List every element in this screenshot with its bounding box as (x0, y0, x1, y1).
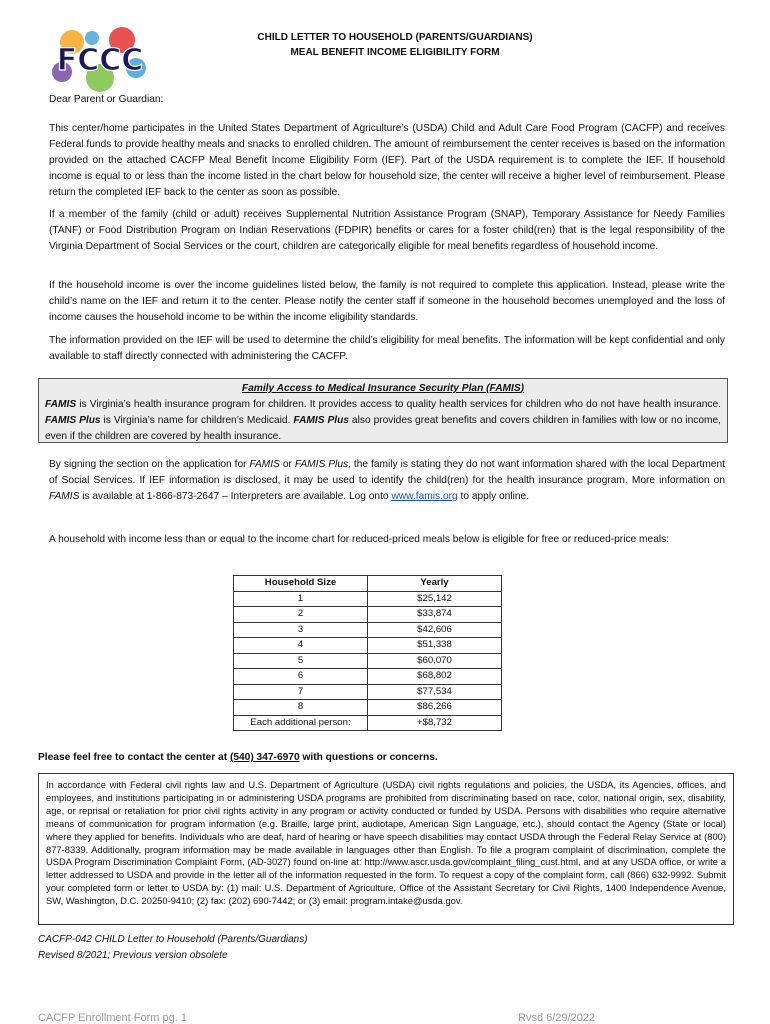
table-row (234, 684, 502, 700)
paragraph-confidential: The information provided on the IEF will be used to determine the child’s eligibility for meal benefits. The information will be kept confidential and only available to staff directly connected with administering the CACFP. (49, 335, 725, 362)
household-size-cell: 4 (234, 638, 368, 654)
paragraph-famis-signing: By signing the section on the application for FAMIS or FAMIS Plus, the family is stating they do not want information shared with the local Department of Social Services. If IEF information is disclosed, it may be used to identify the child(ren) for the health insurance program. More information on FAMIS is available at 1-866-873-2647 – Interpreters are available. Log onto www.famis.org to apply online. (49, 459, 725, 502)
fccc-logo (52, 24, 148, 94)
page-label: CACFP Enrollment Form pg. 1 (38, 1012, 187, 1024)
household-size-cell: Each additional person: (234, 715, 368, 731)
paragraph-income-over: If the household income is over the income guidelines listed below, the family is not required to complete this application. Instead, please write the child’s name on the IEF and return it to the center. Please notify the center staff if someone in the household becomes unemployed and the loss of income causes the household income to be within the income eligibility standards. (49, 280, 725, 323)
paragraph-categorical-eligibility: If a member of the family (child or adult) receives Supplemental Nutrition Assistance Program (SNAP), Temporary Assistance for Needy Families (TANF) or Food Distribution Program on Indian Reservations (FDPIR) benefits or cares for a foster child(ren) that is the legal responsibility of the Virginia Department of Social Services or the court, children are categorically eligible for meal benefits regardless of household income. (49, 209, 725, 252)
famis-info-box (38, 378, 728, 443)
table-row (234, 700, 502, 716)
yearly-income-cell: $33,874 (368, 607, 502, 623)
household-size-cell: 7 (234, 684, 368, 700)
paragraph-income-chart-intro: A household with income less than or equal to the income chart for reduced-priced meals below is eligible for free or reduced-price meals: (49, 534, 670, 545)
yearly-income-cell: $51,338 (368, 638, 502, 654)
table-row (234, 669, 502, 685)
yearly-income-cell: $60,070 (368, 653, 502, 669)
income-eligibility-table (233, 575, 502, 731)
revised-date: Rvsd 6/29/2022 (518, 1012, 596, 1024)
household-size-cell: 2 (234, 607, 368, 623)
yearly-income-cell: $86,266 (368, 700, 502, 716)
household-size-cell: 1 (234, 591, 368, 607)
household-size-cell: 8 (234, 700, 368, 716)
household-size-cell: 5 (234, 653, 368, 669)
title-line-1: CHILD LETTER TO HOUSEHOLD (PARENTS/GUARDIANS) (257, 32, 533, 43)
yearly-income-cell: $77,534 (368, 684, 502, 700)
column-header-household-size: Household Size (234, 576, 368, 592)
table-row (234, 591, 502, 607)
yearly-income-cell: $42,606 (368, 622, 502, 638)
famis-link[interactable]: www.famis.org (391, 491, 458, 502)
paragraph-cacfp: This center/home participates in the United States Department of Agriculture’s (USDA) Child and Adult Care Food Program (CACFP) and receives Federal funds to provide healthy meals and snacks to enrolled children. The amount of reimbursement the center receives is based on the information provided on the attached CACFP Meal Benefit Income Eligibility Form (IEF). Part of the USDA requirement is to complete the IEF. If household income is equal to or less than the income listed in the chart below for household size, the center will receive a higher level of reimbursement. Please return the completed IEF back to the center as soon as possible. (49, 123, 725, 198)
title-line-2: MEAL BENEFIT INCOME ELIGIBILITY FORM (290, 47, 500, 58)
household-size-cell: 6 (234, 669, 368, 685)
famis-heading: Family Access to Medical Insurance Security Plan (FAMIS) (241, 383, 525, 394)
revision-note: Revised 8/2021; Previous version obsolete (38, 950, 228, 961)
table-row (234, 653, 502, 669)
table-row (234, 638, 502, 654)
form-id: CACFP-042 CHILD Letter to Household (Parents/Guardians) (38, 934, 308, 945)
form-id-footer (38, 932, 308, 964)
greeting: Dear Parent or Guardian: (49, 94, 164, 105)
document-title (180, 30, 610, 60)
center-phone: (540) 347-6970 (229, 752, 300, 763)
column-header-yearly: Yearly (368, 576, 502, 592)
table-row (234, 715, 502, 731)
household-size-cell: 3 (234, 622, 368, 638)
famis-body: FAMIS is Virginia’s health insurance program for children. It provides access to quality health services for children who do not have health insurance. FAMIS Plus is Virginia’s name for children’s Medicaid. FAMIS Plus also provides great benefits and covers children in families with low or no income, even if the children are covered by health insurance. (45, 399, 721, 442)
yearly-income-cell: +$8,732 (368, 715, 502, 731)
civil-rights-statement: In accordance with Federal civil rights law and U.S. Department of Agriculture (USDA) civil rights regulations and policies, the USDA, its Agencies, offices, and employees, and institutions participating in or administering USDA programs are prohibited from discriminating based on race, color, national origin, sex, disability, age, or reprisal or retaliation for prior civil rights activity in any program or activity conducted or funded by USDA. Persons with disabilities who require alternative means of communication for program information (e.g. Braille, large print, audiotape, American Sign Language, etc.), should contact the Agency (State or local) where they applied for benefits. Individuals who are deaf, hard of hearing or have speech disabilities may contact USDA through the Federal Relay Service at (800) 877-8339. Additionally, program information may be made available in languages other than English. To file a program complaint of discrimination, complete the USDA Program Discrimination Complaint Form, (AD-3027) found on-line at: http://www.ascr.usda.gov/complaint_filing_cust.html, and at any USDA office, or write a letter addressed to USDA and provide in the letter all of the information requested in the form. To request a copy of the complaint form, call (866) 632-9992. Submit your completed form or letter to USDA by: (1) mail: U.S. Department of Agriculture, Office of the Assistant Secretary for Civil Rights, 1400 Independence Avenue, SW, Washington, D.C. 20250-9410; (2) fax: (202) 690-7442; or (3) email: program.intake@usda.gov. (38, 773, 734, 925)
contact-line: Please feel free to contact the center at (540) 347-6970 with questions or concerns. (38, 752, 438, 763)
table-header-row (234, 576, 502, 592)
table-row (234, 622, 502, 638)
yearly-income-cell: $25,142 (368, 591, 502, 607)
yearly-income-cell: $68,802 (368, 669, 502, 685)
svg-text:FCCC: FCCC (56, 43, 144, 78)
table-row (234, 607, 502, 623)
